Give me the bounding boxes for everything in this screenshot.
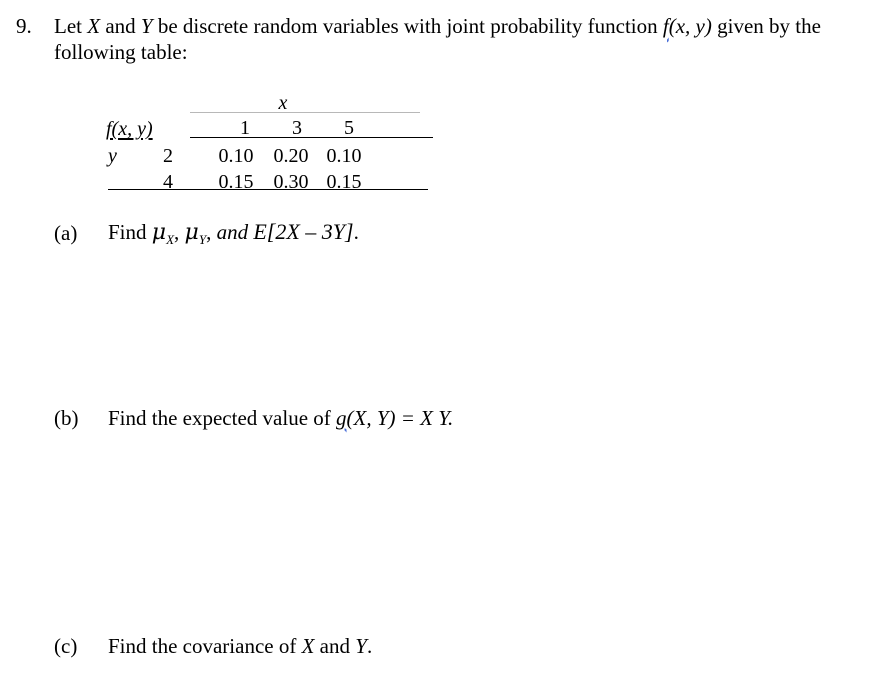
expectation-expression: E[2X – 3Y] xyxy=(253,219,354,244)
table-x-value: 5 xyxy=(344,117,354,139)
stem-text: given by the xyxy=(711,14,821,38)
table-cell: 0.30 xyxy=(273,171,309,193)
mu-subscript-y: Y xyxy=(198,232,207,247)
part-b-find: Find the expected value of xyxy=(108,406,337,430)
table-y-value: 4 xyxy=(163,171,173,193)
table-corner-label: f(x, y) xyxy=(106,118,153,140)
period: . xyxy=(353,220,359,244)
part-c-text xyxy=(108,634,372,659)
var-y: Y xyxy=(140,14,153,38)
and-word: and xyxy=(216,220,254,244)
function-g: g xyxy=(336,406,347,430)
var-y: Y xyxy=(355,634,367,658)
var-x: X xyxy=(87,14,101,38)
problem-stem-line-2: following table: xyxy=(54,40,188,64)
table-cell: 0.20 xyxy=(273,145,309,167)
problem-number: 9. xyxy=(16,14,32,38)
var-x: X xyxy=(301,634,315,658)
part-a-label: (a) xyxy=(54,221,78,245)
table-x-value: 1 xyxy=(240,117,250,139)
mu-symbol: μ xyxy=(151,220,167,245)
table-cell: 0.10 xyxy=(326,145,362,167)
part-b-text xyxy=(108,406,453,431)
product-xy: = X Y. xyxy=(395,406,454,430)
stem-text: and xyxy=(100,14,141,38)
table-row-var: y xyxy=(108,145,117,167)
function-g-args: (X, Y) xyxy=(346,406,396,430)
part-a-text xyxy=(108,219,359,248)
table-header-rule xyxy=(190,137,433,138)
table-col-var: x xyxy=(278,92,288,114)
part-b-label: (b) xyxy=(54,406,79,430)
table-cell: 0.10 xyxy=(218,145,254,167)
part-c-and: and xyxy=(314,634,356,658)
problem-stem-line-1 xyxy=(54,14,821,39)
table-bottom-rule xyxy=(108,189,428,190)
function-args: (x, y) xyxy=(668,14,712,38)
part-c-find: Find the covariance of xyxy=(108,634,302,658)
stem-text: Let xyxy=(54,14,88,38)
mu-subscript-x: X xyxy=(166,232,175,247)
period: . xyxy=(366,634,373,658)
stem-text: be discrete random variables with joint probability function xyxy=(152,14,663,38)
comma: , xyxy=(206,220,217,244)
table-top-rule xyxy=(190,112,420,113)
table-cell: 0.15 xyxy=(326,171,362,193)
part-c-label: (c) xyxy=(54,634,78,658)
table-cell: 0.15 xyxy=(218,171,254,193)
mu-symbol: μ xyxy=(184,220,199,245)
part-a-find: Find xyxy=(108,220,152,244)
comma: , xyxy=(174,220,185,244)
table-x-value: 3 xyxy=(292,117,302,139)
table-y-value: 2 xyxy=(163,145,173,167)
function-f: f xyxy=(662,14,669,38)
